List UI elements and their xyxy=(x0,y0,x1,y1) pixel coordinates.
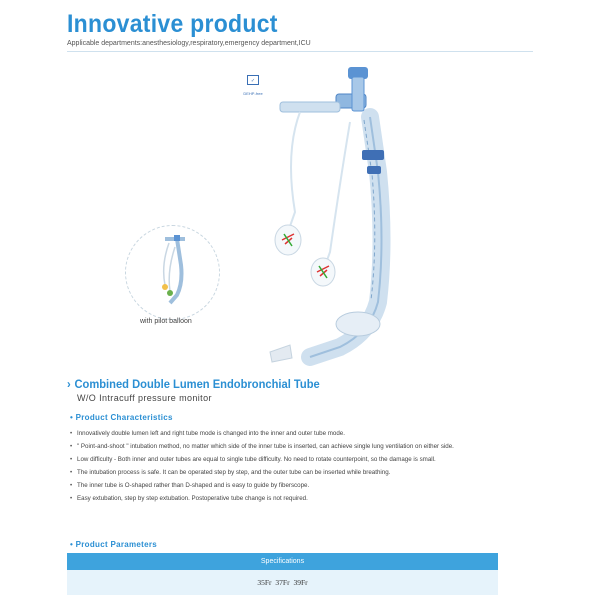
dehp-free-icon xyxy=(247,75,259,85)
list-item: • Low difficulty - Both inner and outer tubes are equal to single tube difficulty. No need to rotate counterpoint, so the damage is small. xyxy=(70,455,530,464)
specifications-table xyxy=(67,553,498,595)
list-item: • Easy extubation, step by step extubation. Postoperative tube change is not required. xyxy=(70,494,530,503)
list-item: • The inner tube is O-shaped rather than D-shaped and is easy to guide by fiberscope. xyxy=(70,481,530,490)
svg-text:✓: ✓ xyxy=(250,78,256,84)
characteristics-heading-text: Product Characteristics xyxy=(75,413,173,422)
characteristics-heading: • Product Characteristics xyxy=(70,413,173,422)
applicable-departments: Applicable departments:anesthesiology,respiratory,emergency department,ICU xyxy=(67,40,311,47)
pilot-balloon-thumbnail-illustration xyxy=(125,225,220,320)
parameters-heading-text: Product Parameters xyxy=(75,540,158,549)
characteristics-list xyxy=(70,429,530,507)
page-title: Innovative product xyxy=(67,10,278,38)
thumbnail-caption: with pilot balloon xyxy=(140,318,192,325)
product-title xyxy=(67,377,320,391)
dehp-free-label: DEHP-free xyxy=(243,91,263,96)
product-illustration xyxy=(230,62,430,367)
dehp-free-badge xyxy=(240,72,266,96)
list-item: • " Point-and-shoot " intubation method, no matter which side of the inner tube is inserted, can achieve single lung ventilation on either side. xyxy=(70,442,530,451)
product-title-text: Combined Double Lumen Endobronchial Tube xyxy=(74,377,320,391)
specifications-header: Specifications xyxy=(67,553,498,570)
product-subtitle: W/O Intracuff pressure monitor xyxy=(77,393,212,403)
list-item: • The intubation process is safe. It can be operated step by step, and the outer tube can be inserted while breathing. xyxy=(70,468,530,477)
title-divider xyxy=(67,51,533,52)
parameters-heading: • Product Parameters xyxy=(70,540,158,549)
specifications-values: 35Fr 37Fr 39Fr xyxy=(67,570,498,595)
list-item: • Innovatively double lumen left and right tube mode is changed into the inner and outer tube mode. xyxy=(70,429,530,438)
chevron-right-icon: › xyxy=(67,377,71,391)
